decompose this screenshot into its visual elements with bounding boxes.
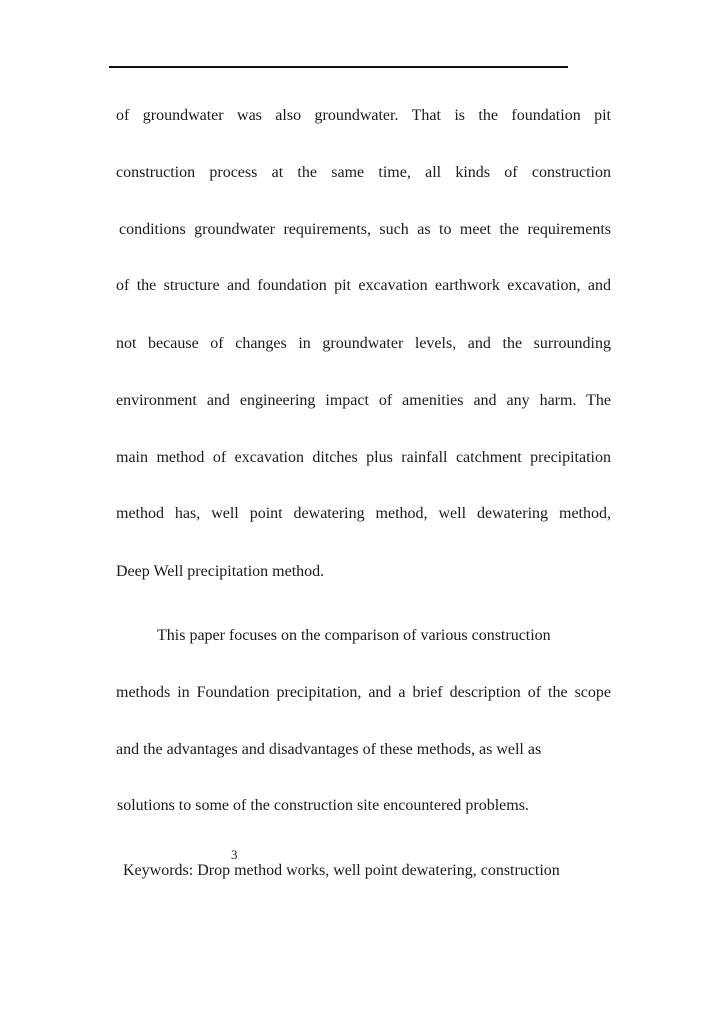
text-line: construction process at the same time, all kinds of construction: [116, 164, 611, 181]
text-line: method has, well point dewatering method, well dewatering method,: [116, 505, 611, 522]
header-rule: [109, 66, 568, 68]
keywords-line: Keywords: Drop method works, well point dewatering, construction: [123, 862, 560, 879]
text-line: conditions groundwater requirements, such as to meet the requirements: [119, 221, 611, 238]
text-line: solutions to some of the construction site encountered problems.: [117, 797, 529, 814]
text-line: This paper focuses on the comparison of various construction: [157, 627, 551, 644]
text-line: methods in Foundation precipitation, and a brief description of the scope: [116, 684, 611, 701]
text-line: main method of excavation ditches plus rainfall catchment precipitation: [116, 449, 611, 466]
text-line: not because of changes in groundwater levels, and the surrounding: [116, 335, 611, 352]
text-line: of groundwater was also groundwater. That is the foundation pit: [116, 107, 611, 124]
text-line: environment and engineering impact of amenities and any harm. The: [116, 392, 611, 409]
page-number: 3: [231, 847, 238, 862]
text-line: of the structure and foundation pit excavation earthwork excavation, and: [116, 277, 611, 294]
text-line: and the advantages and disadvantages of these methods, as well as: [116, 741, 542, 758]
text-line: Deep Well precipitation method.: [116, 563, 325, 580]
